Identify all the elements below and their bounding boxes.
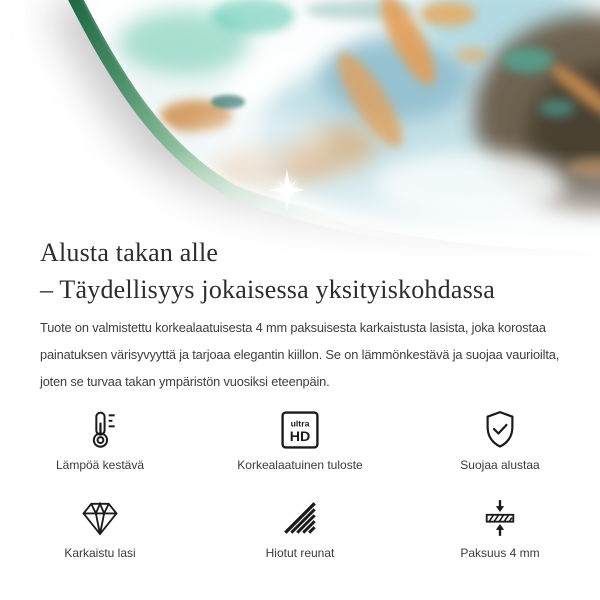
ultra-hd-icon-text-top: ultra <box>290 418 310 429</box>
product-description: Tuote on valmistettu korkealaatuisesta 4 mm paksuisesta karkaistusta lasista, joka korostaa painatuksen värisyvyyttä ja tarjoaa elegantin kiillon. Se on lämmönkestävä ja suojaa vaurioilta, joten se turvaa takan ympäristön vuosiksi eteenpäin. <box>40 320 560 389</box>
page-title-line1: Alusta takan alle <box>40 238 219 267</box>
feature-label: Korkealaatuinen tuloste <box>237 458 363 472</box>
feature-polished-edges <box>200 496 400 584</box>
thermometer-icon <box>78 408 122 452</box>
polished-edges-icon <box>278 496 322 540</box>
feature-thickness <box>400 496 600 584</box>
feature-label: Suojaa alustaa <box>460 458 540 472</box>
page-title-line2: – Täydellisyys jokaisessa yksityiskohdassa <box>40 275 495 304</box>
feature-label: Hiotut reunat <box>265 546 335 560</box>
feature-tempered-glass <box>0 496 200 584</box>
page-title <box>40 234 560 308</box>
feature-heat-resistant <box>0 408 200 496</box>
shield-check-icon <box>478 408 522 452</box>
feature-label: Paksuus 4 mm <box>460 546 540 560</box>
product-info-section <box>0 234 600 584</box>
ultra-hd-icon-text-bottom: HD <box>289 429 311 445</box>
feature-ultra-hd-print <box>200 408 400 496</box>
feature-label: Karkaistu lasi <box>64 546 136 560</box>
feature-grid <box>0 408 600 584</box>
ultra-hd-icon <box>278 408 322 452</box>
diamond-icon <box>78 496 122 540</box>
feature-protects-base <box>400 408 600 496</box>
thickness-icon <box>478 496 522 540</box>
feature-label: Lämpöä kestävä <box>55 458 145 472</box>
